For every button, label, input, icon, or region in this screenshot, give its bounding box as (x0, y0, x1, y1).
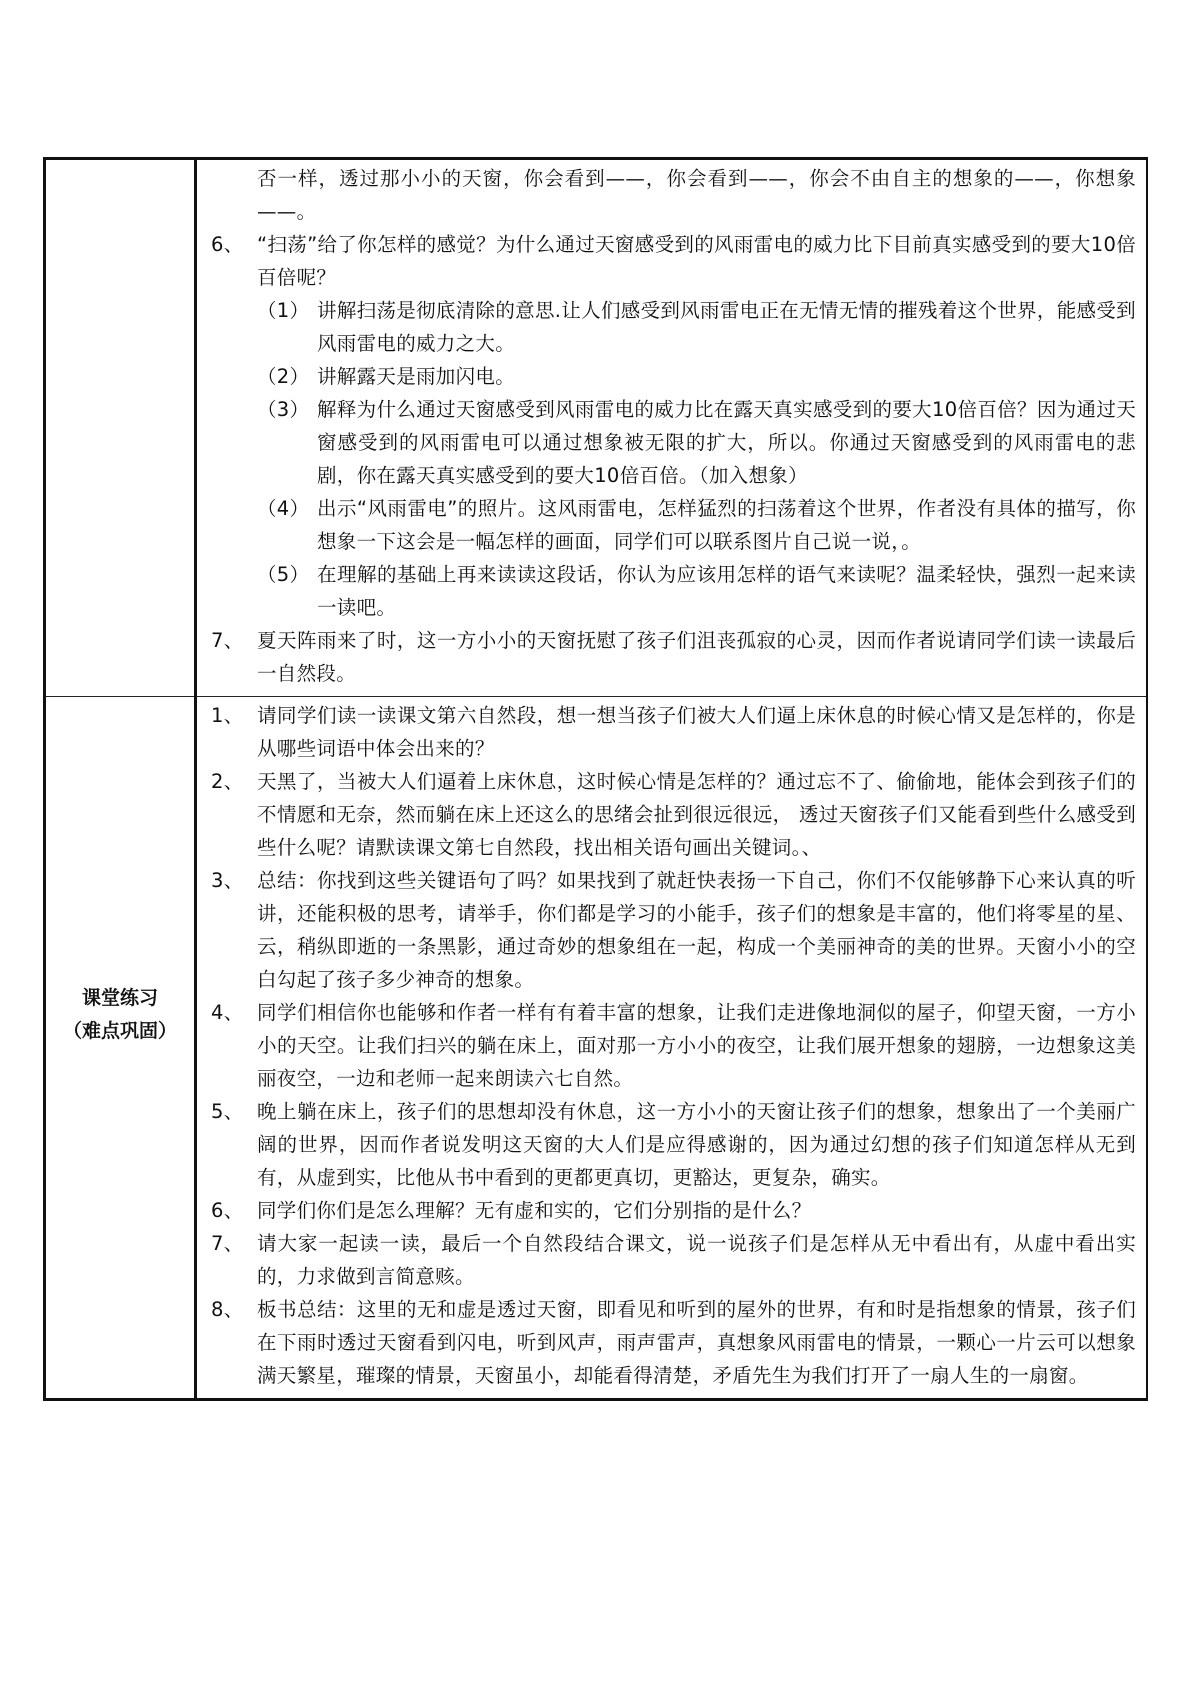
numbered-item (211, 765, 1136, 864)
row-label-cell (45, 697, 196, 1400)
sub-item-text: 解释为什么通过天窗感受到风雨雷电的威力比在露天真实感受到的要大10倍百倍？因为通过天窗感受到的风雨雷电可以通过想象被无限的扩大，所以。你通过天窗感受到的风雨雷电的悲剧，你在露天真实感受到的要大10倍百倍。（加入想象） (317, 398, 1136, 487)
table-row (45, 697, 1148, 1400)
sub-item (257, 393, 1136, 492)
numbered-item (211, 699, 1136, 765)
item-text: “扫荡”给了你怎样的感觉？为什么通过天窗感受到的风雨雷电的威力比下目前真实感受到的要大10倍百倍呢？ (257, 233, 1136, 289)
item-text: 总结：你找到这些关键语句了吗？如果找到了就赶快表扬一下自己，你们不仅能够静下心来认真的听讲，还能积极的思考，请举手，你们都是学习的小能手，孩子们的想象是丰富的，他们将零星的星、云，稍纵即逝的一条黑影，通过奇妙的想象组在一起，构成一个美丽神奇的美的世界。天窗小小的空白勾起了孩子多少神奇的想象。 (257, 869, 1136, 991)
sub-item-number: （5） (257, 563, 310, 586)
item-text: 天黑了，当被大人们逼着上床休息，这时候心情是怎样的？通过忘不了、偷偷地，能体会到孩子们的不情愿和无奈，然而躺在床上还这么的思绪会扯到很远很远， 透过天窗孩子们又能看到些什么感受到些什么呢？请默读课文第七自然段，找出相关语句画出关键词。、 (257, 770, 1136, 859)
item-number: 8、 (211, 1298, 244, 1321)
numbered-item (211, 1227, 1136, 1293)
row-label-title: 课堂练习 (81, 987, 158, 1009)
item-text: 请同学们读一读课文第六自然段，想一想当孩子们被大人们逼上床休息的时候心情又是怎样的，你是从哪些词语中体会出来的？ (257, 704, 1136, 760)
item-number: 5、 (211, 1100, 244, 1123)
item-number: 6、 (211, 1199, 244, 1222)
item-text: 请大家一起读一读，最后一个自然段结合课文，说一说孩子们是怎样从无中看出有，从虚中看出实的，力求做到言简意赅。 (257, 1232, 1136, 1288)
numbered-item (211, 624, 1136, 690)
item-number: 6、 (211, 233, 244, 256)
item-number: 3、 (211, 869, 244, 892)
item-number: 2、 (211, 770, 244, 793)
item-number: 4、 (211, 1001, 244, 1024)
sub-item-number: （3） (257, 398, 310, 421)
numbered-item (211, 1293, 1136, 1392)
lead-in-paragraph: 否一样，透过那小小的天窗，你会看到——，你会看到——，你会不由自主的想象的——，你想象——。 (257, 167, 1136, 223)
numbered-item (211, 1095, 1136, 1194)
sub-item-text: 讲解露天是雨加闪电。 (317, 365, 516, 388)
item-text: 同学们你们是怎么理解？无有虚和实的，它们分别指的是什么？ (257, 1199, 812, 1222)
item-number: 1、 (211, 704, 244, 727)
sub-item-number: （1） (257, 299, 310, 322)
item-text: 晚上躺在床上，孩子们的思想却没有休息，这一方小小的天窗让孩子们的想象，想象出了一个美丽广阔的世界，因而作者说发明这天窗的大人们是应得感谢的，因为通过幻想的孩子们知道怎样从无到有，从虚到实，比他从书中看到的更都更真切，更豁达，更复杂，确实。 (257, 1100, 1136, 1189)
row-label-subtitle: （难点巩固） (62, 1020, 177, 1042)
item-text: 板书总结：这里的无和虚是透过天窗，即看见和听到的屋外的世界，有和时是指想象的情景，孩子们在下雨时透过天窗看到闪电，听到风声，雨声雷声，真想象风雨雷电的情景，一颗心一片云可以想象满天繁星，璀璨的情景，天窗虽小，却能看得清楚，矛盾先生为我们打开了一扇人生的一扇窗。 (257, 1298, 1136, 1387)
sub-item-text: 讲解扫荡是彻底清除的意思.让人们感受到风雨雷电正在无情无情的摧残着这个世界，能感受到风雨雷电的威力之大。 (317, 299, 1136, 355)
numbered-item (211, 996, 1136, 1095)
row-content-cell (196, 697, 1148, 1400)
item-number: 7、 (211, 629, 244, 652)
sub-item-number: （2） (257, 365, 310, 388)
table-row (45, 159, 1148, 697)
sub-item (257, 558, 1136, 624)
sub-item (257, 294, 1136, 360)
classroom-practice-list (197, 697, 1146, 1398)
item-text: 夏天阵雨来了时，这一方小小的天窗抚慰了孩子们沮丧孤寂的心灵，因而作者说请同学们读一读最后一自然段。 (257, 629, 1136, 685)
item-text: 同学们相信你也能够和作者一样有有着丰富的想象，让我们走进像地洞似的屋子，仰望天窗，一方小小的天空。让我们扫兴的躺在床上，面对那一方小小的夜空，让我们展开想象的翅膀，一边想象这美丽夜空，一边和老师一起来朗读六七自然。 (257, 1001, 1136, 1090)
teaching-steps-continued (197, 160, 1146, 696)
sub-item-text: 出示“风雨雷电”的照片。这风雨雷电，怎样猛烈的扫荡着这个世界，作者没有具体的描写，你想象一下这会是一幅怎样的画面，同学们可以联系图片自己说一说，。 (317, 497, 1136, 553)
sub-item (257, 492, 1136, 558)
row-content-cell (196, 159, 1148, 697)
sub-item-text: 在理解的基础上再来读读这段话，你认为应该用怎样的语气来读呢？温柔轻快，强烈一起来读一读吧。 (317, 563, 1136, 619)
sub-item-number: （4） (257, 497, 310, 520)
sub-item (257, 360, 1136, 393)
numbered-item (211, 864, 1136, 996)
row-label-cell (45, 159, 196, 697)
numbered-item (211, 228, 1136, 294)
lesson-plan-table (43, 157, 1148, 1401)
item-number: 7、 (211, 1232, 244, 1255)
numbered-item (211, 1194, 1136, 1227)
